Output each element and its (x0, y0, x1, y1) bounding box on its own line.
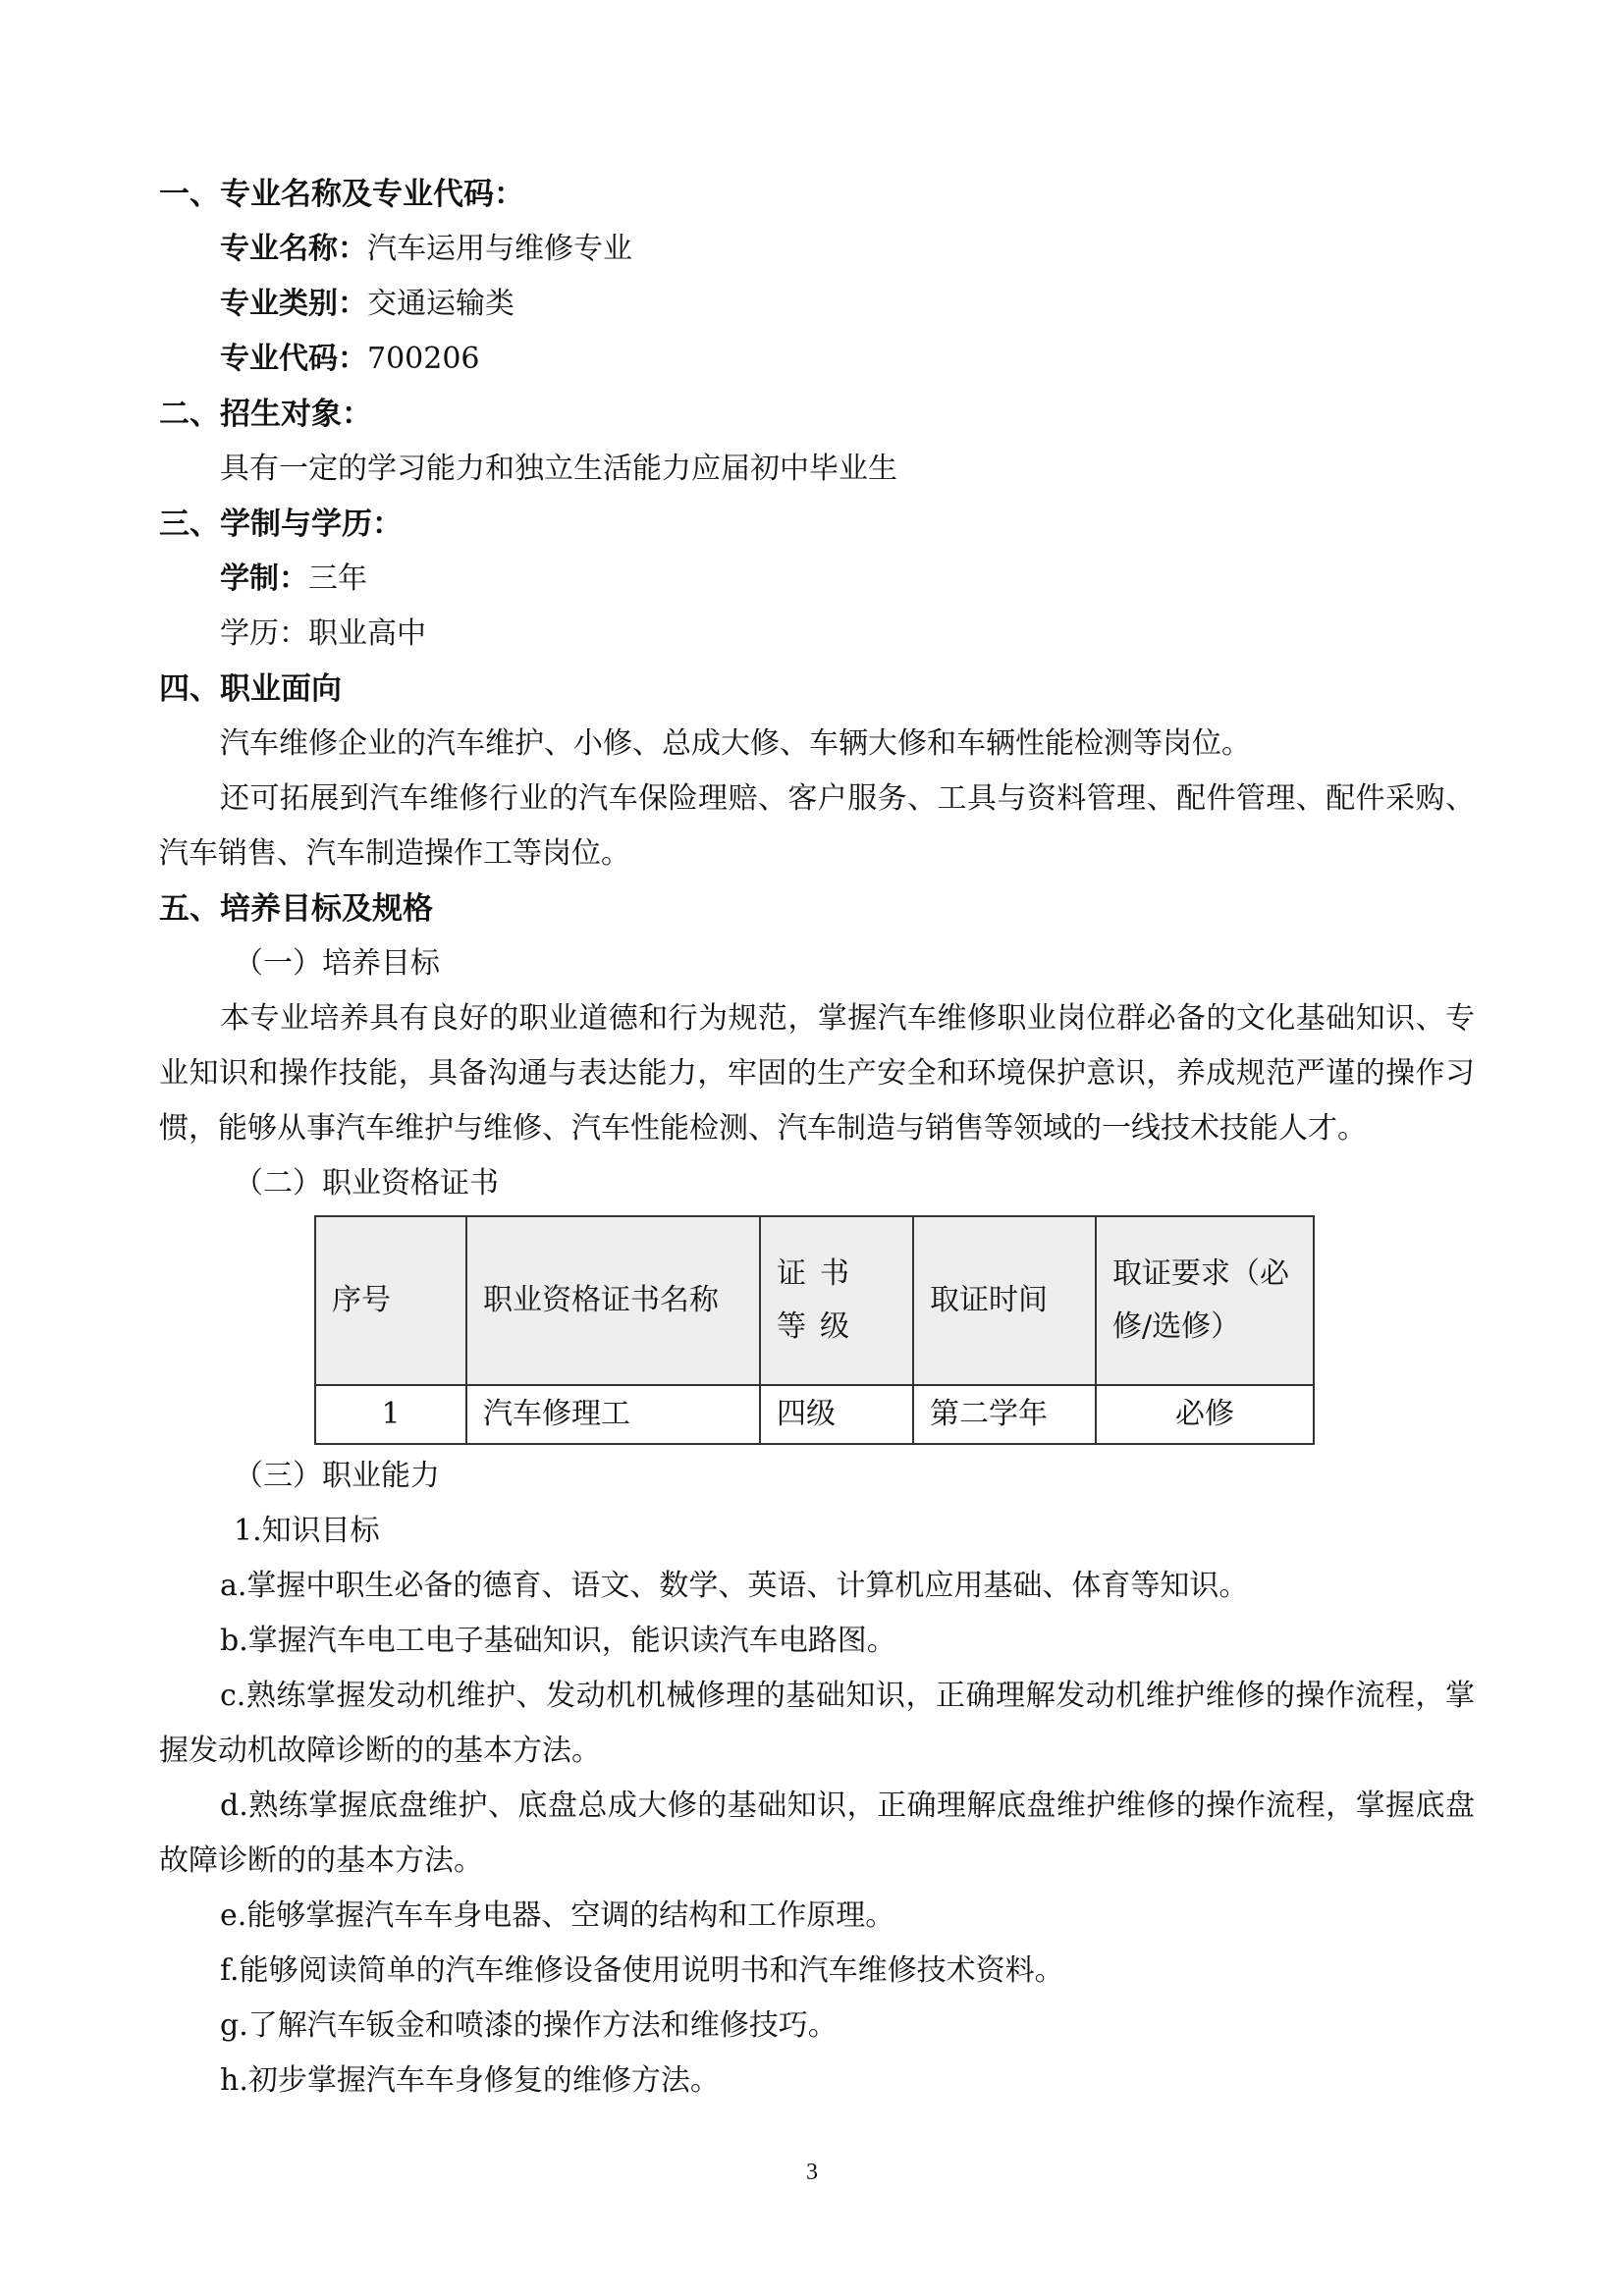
goal-paragraph: 本专业培养具有良好的职业道德和行为规范，掌握汽车维修职业岗位群必备的文化基础知识、专业知识和操作技能，具备沟通与表达能力，牢固的生产安全和环境保护意识，养成规范严谨的操作习惯，能够从事汽车维护与维修、汽车性能检测、汽车制造与销售等领域的一线技术技能人才。 (159, 1001, 1475, 1146)
knowledge-item: h.初步掌握汽车车身修复的维修方法。 (220, 2063, 720, 2098)
major-category-label: 专业类别： (220, 287, 367, 321)
section-heading-5: 五、培养目标及规格 (159, 891, 433, 927)
table-header-cell: 证书等级 (760, 1216, 913, 1385)
major-code-line (159, 332, 1475, 387)
table-cell: 汽车修理工 (466, 1385, 760, 1444)
knowledge-item: e.能够掌握汽车车身电器、空调的结构和工作原理。 (220, 1898, 895, 1933)
ability-title: （三）职业能力 (234, 1459, 440, 1493)
cert-table (314, 1215, 1315, 1445)
knowledge-item: f.能够阅读简单的汽车维修设备使用说明书和汽车维修技术资料。 (220, 1953, 1064, 1988)
section-heading-1: 一、专业名称及专业代码： (159, 177, 524, 212)
knowledge-item: b.掌握汽车电工电子基础知识，能识读汽车电路图。 (220, 1624, 896, 1658)
career-paragraph-1: 汽车维修企业的汽车维护、小修、总成大修、车辆大修和车辆性能检测等岗位。 (220, 726, 1251, 761)
table-cell: 1 (315, 1385, 466, 1444)
table-header-cell: 取证时间 (913, 1216, 1096, 1385)
section-heading-3: 三、学制与学历： (159, 507, 403, 542)
table-row (315, 1385, 1314, 1444)
table-header-row (315, 1216, 1314, 1385)
page-number: 3 (806, 2160, 818, 2185)
document-page (159, 167, 1475, 2109)
table-cell: 第二学年 (913, 1385, 1096, 1444)
knowledge-item: a.掌握中职生必备的德育、语文、数学、英语、计算机应用基础、体育等知识。 (220, 1569, 1249, 1603)
major-category-line (159, 277, 1475, 332)
table-cell: 四级 (760, 1385, 913, 1444)
knowledge-item: c.熟练掌握发动机维护、发动机机械修理的基础知识，正确理解发动机维护维修的操作流程，掌握发动机故障诊断的的基本方法。 (159, 1679, 1475, 1768)
school-system-line (159, 552, 1475, 607)
table-header-cell: 序号 (315, 1216, 466, 1385)
major-name-value: 汽车运用与维修专业 (367, 232, 632, 266)
school-system-value: 三年 (308, 561, 367, 596)
enrollment-target-text: 具有一定的学习能力和独立生活能力应届初中毕业生 (220, 452, 897, 486)
section-heading-2: 二、招生对象： (159, 397, 372, 432)
major-name-label: 专业名称： (220, 232, 367, 266)
table-cell: 必修 (1096, 1385, 1314, 1444)
knowledge-title: 1.知识目标 (234, 1514, 380, 1548)
table-header-cell: 职业资格证书名称 (466, 1216, 760, 1385)
table-header-cell: 取证要求（必修/选修） (1096, 1216, 1314, 1385)
education-line: 学历：职业高中 (220, 616, 426, 651)
knowledge-item: g.了解汽车钣金和喷漆的操作方法和维修技巧。 (220, 2008, 838, 2043)
section-heading-4: 四、职业面向 (159, 671, 342, 707)
major-category-value: 交通运输类 (367, 287, 514, 321)
career-paragraph-2: 还可拓展到汽车维修行业的汽车保险理赔、客户服务、工具与资料管理、配件管理、配件采购、汽车销售、汽车制造操作工等岗位。 (159, 781, 1475, 871)
major-code-value: 700206 (367, 342, 480, 376)
cert-title: （二）职业资格证书 (234, 1166, 499, 1201)
major-code-label: 专业代码： (220, 342, 367, 376)
knowledge-item: d.熟练掌握底盘维护、底盘总成大修的基础知识，正确理解底盘维护维修的操作流程，掌握底盘故障诊断的的基本方法。 (159, 1789, 1475, 1878)
goal-title: （一）培养目标 (234, 946, 440, 981)
school-system-label: 学制： (220, 561, 308, 596)
major-name-line (159, 222, 1475, 277)
